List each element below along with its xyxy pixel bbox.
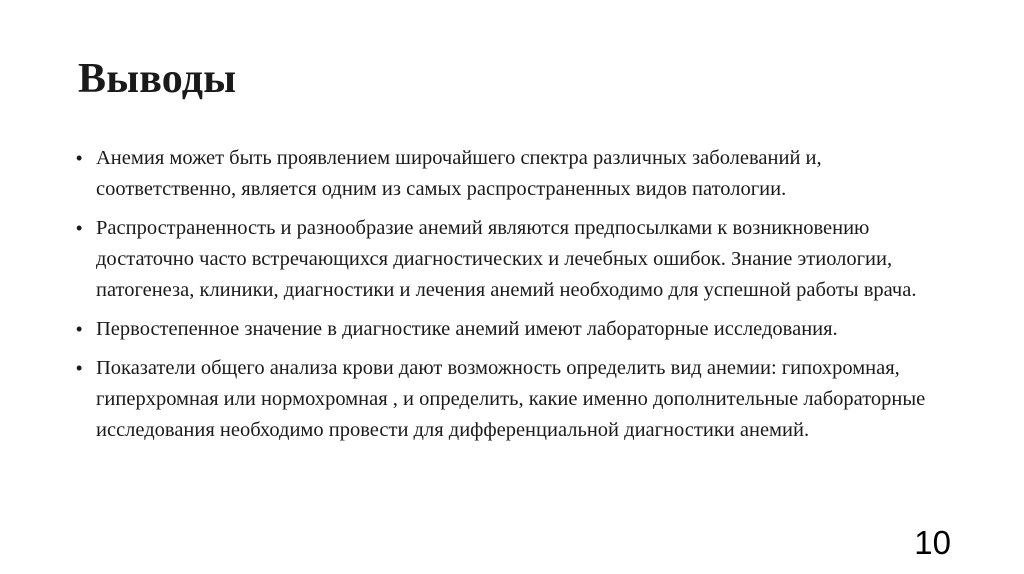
bullet-item <box>76 143 956 205</box>
bullet-item <box>76 213 956 306</box>
bullet-text: Распространенность и разнообразие анемий являются предпосылками к возникновению достаточно часто встречающихся диагностических и лечебных ошибок. Знание этиологии, патогенеза, клиники, диагностики и лечения анемий необходимо для успешной работы врача. <box>96 217 917 301</box>
page-number: 10 <box>914 524 951 561</box>
bullet-dot-icon: • <box>76 319 83 339</box>
bullet-item <box>76 314 956 345</box>
bullet-dot-icon: • <box>76 148 83 168</box>
slide-title: Выводы <box>78 56 237 102</box>
bullet-text: Показатели общего анализа крови дают возможность определить вид анемии: гипохромная, гиперхромная или нормохромная , и определить, какие именно дополнительные лабораторные исследования необходимо провести для дифференциальной диагностики анемий. <box>96 357 926 441</box>
bullet-dot-icon: • <box>76 358 83 378</box>
bullet-text: Анемия может быть проявлением широчайшего спектра различных заболеваний и, соответственно, является одним из самых распространенных видов патологии. <box>96 147 822 200</box>
bullet-list <box>76 143 956 454</box>
bullet-item <box>76 353 956 446</box>
bullet-dot-icon: • <box>76 218 83 238</box>
bullet-text: Первостепенное значение в диагностике анемий имеют лабораторные исследования. <box>96 318 838 340</box>
